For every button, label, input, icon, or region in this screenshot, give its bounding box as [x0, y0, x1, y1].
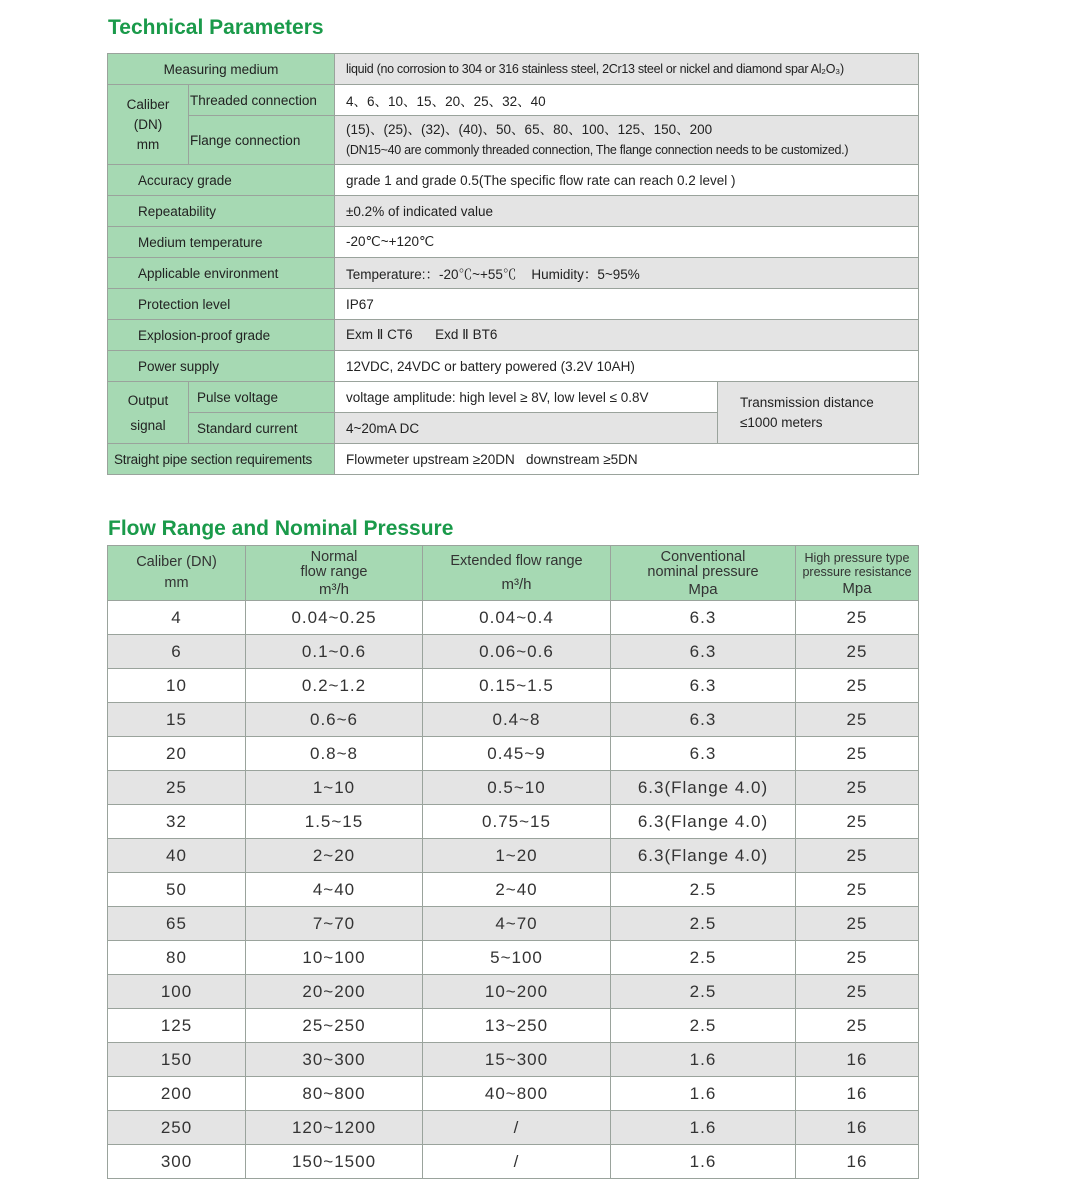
- cell-caliber: 80: [108, 941, 246, 975]
- cell-caliber: 15: [108, 703, 246, 737]
- header-normal-flow: Normal flow range m³/h: [246, 546, 423, 601]
- label-threaded-connection: Threaded connection: [189, 85, 335, 116]
- value-straight-pipe: Flowmeter upstream ≥20DN downstream ≥5DN: [335, 444, 919, 475]
- cell-caliber: 40: [108, 839, 246, 873]
- cell-conventional-pressure: 2.5: [611, 975, 796, 1009]
- technical-parameters-title: Technical Parameters: [108, 16, 324, 39]
- cell-high-pressure: 16: [796, 1043, 919, 1077]
- cell-extended-flow: /: [423, 1145, 611, 1179]
- cell-normal-flow: 1.5~15: [246, 805, 423, 839]
- cell-high-pressure: 16: [796, 1145, 919, 1179]
- cell-high-pressure: 25: [796, 669, 919, 703]
- label-applicable-environment: Applicable environment: [108, 258, 335, 289]
- header-conventional-pressure: Conventional nominal pressure Mpa: [611, 546, 796, 601]
- cell-caliber: 6: [108, 635, 246, 669]
- value-power-supply: 12VDC, 24VDC or battery powered (3.2V 10AH): [335, 351, 919, 382]
- cell-caliber: 50: [108, 873, 246, 907]
- value-pulse-voltage: voltage amplitude: high level ≥ 8V, low level ≤ 0.8V: [335, 382, 718, 413]
- cell-conventional-pressure: 6.3(Flange 4.0): [611, 805, 796, 839]
- cell-normal-flow: 0.1~0.6: [246, 635, 423, 669]
- cell-extended-flow: 0.75~15: [423, 805, 611, 839]
- cell-high-pressure: 25: [796, 703, 919, 737]
- cell-normal-flow: 20~200: [246, 975, 423, 1009]
- table-row: [108, 1043, 919, 1077]
- table-row: [108, 839, 919, 873]
- cell-conventional-pressure: 1.6: [611, 1043, 796, 1077]
- cell-high-pressure: 25: [796, 839, 919, 873]
- cell-conventional-pressure: 6.3(Flange 4.0): [611, 771, 796, 805]
- flange-sizes: (15)、(25)、(32)、(40)、50、65、80、100、125、150、200: [346, 122, 713, 137]
- cell-normal-flow: 150~1500: [246, 1145, 423, 1179]
- cell-extended-flow: 0.04~0.4: [423, 601, 611, 635]
- value-measuring-medium: liquid (no corrosion to 304 or 316 stainless steel, 2Cr13 steel or nickel and diamond spar Al₂O₃): [335, 54, 919, 85]
- cell-normal-flow: 0.04~0.25: [246, 601, 423, 635]
- table-row: [108, 805, 919, 839]
- value-medium-temperature: -20℃~+120℃: [335, 227, 919, 258]
- cell-conventional-pressure: 6.3: [611, 601, 796, 635]
- cell-normal-flow: 30~300: [246, 1043, 423, 1077]
- cell-caliber: 200: [108, 1077, 246, 1111]
- cell-normal-flow: 80~800: [246, 1077, 423, 1111]
- value-accuracy-grade: grade 1 and grade 0.5(The specific flow rate can reach 0.2 level ): [335, 165, 919, 196]
- label-output-signal: Output signal: [108, 382, 189, 444]
- cell-high-pressure: 25: [796, 737, 919, 771]
- cell-normal-flow: 0.2~1.2: [246, 669, 423, 703]
- table-row: [108, 771, 919, 805]
- cell-normal-flow: 25~250: [246, 1009, 423, 1043]
- cell-caliber: 150: [108, 1043, 246, 1077]
- cell-conventional-pressure: 2.5: [611, 941, 796, 975]
- cell-extended-flow: 13~250: [423, 1009, 611, 1043]
- header-high-pressure: High pressure type pressure resistance Mpa: [796, 546, 919, 601]
- label-medium-temperature: Medium temperature: [108, 227, 335, 258]
- table-row: [108, 1111, 919, 1145]
- value-repeatability: ±0.2% of indicated value: [335, 196, 919, 227]
- cell-caliber: 32: [108, 805, 246, 839]
- cell-high-pressure: 16: [796, 1077, 919, 1111]
- cell-extended-flow: 40~800: [423, 1077, 611, 1111]
- value-standard-current: 4~20mA DC: [335, 413, 718, 444]
- cell-high-pressure: 25: [796, 601, 919, 635]
- cell-normal-flow: 7~70: [246, 907, 423, 941]
- cell-conventional-pressure: 1.6: [611, 1145, 796, 1179]
- cell-caliber: 65: [108, 907, 246, 941]
- cell-high-pressure: 25: [796, 873, 919, 907]
- table-row: [108, 737, 919, 771]
- cell-extended-flow: 0.06~0.6: [423, 635, 611, 669]
- cell-normal-flow: 120~1200: [246, 1111, 423, 1145]
- flow-range-table: [107, 545, 919, 1179]
- cell-high-pressure: 25: [796, 975, 919, 1009]
- flange-note: (DN15~40 are commonly threaded connection, The flange connection needs to be customized.): [346, 143, 849, 157]
- label-explosion-proof-grade: Explosion-proof grade: [108, 320, 335, 351]
- cell-high-pressure: 25: [796, 805, 919, 839]
- cell-conventional-pressure: 6.3: [611, 703, 796, 737]
- cell-extended-flow: 0.5~10: [423, 771, 611, 805]
- cell-conventional-pressure: 6.3: [611, 669, 796, 703]
- cell-conventional-pressure: 2.5: [611, 873, 796, 907]
- value-applicable-environment: Temperature:：-20℃~+55℃ Humidity：5~95%: [335, 258, 919, 289]
- value-transmission-distance: Transmission distance ≤1000 meters: [718, 382, 919, 444]
- cell-caliber: 10: [108, 669, 246, 703]
- label-power-supply: Power supply: [108, 351, 335, 382]
- cell-caliber: 300: [108, 1145, 246, 1179]
- cell-normal-flow: 0.6~6: [246, 703, 423, 737]
- cell-caliber: 250: [108, 1111, 246, 1145]
- label-repeatability: Repeatability: [108, 196, 335, 227]
- table-row: [108, 975, 919, 1009]
- cell-extended-flow: 0.15~1.5: [423, 669, 611, 703]
- label-pulse-voltage: Pulse voltage: [189, 382, 335, 413]
- value-flange-connection: [335, 116, 919, 165]
- cell-normal-flow: 0.8~8: [246, 737, 423, 771]
- value-threaded-connection: 4、6、10、15、20、25、32、40: [335, 85, 919, 116]
- cell-extended-flow: /: [423, 1111, 611, 1145]
- header-caliber: Caliber (DN) mm: [108, 546, 246, 601]
- table-row: [108, 635, 919, 669]
- cell-normal-flow: 1~10: [246, 771, 423, 805]
- cell-conventional-pressure: 2.5: [611, 907, 796, 941]
- cell-conventional-pressure: 1.6: [611, 1077, 796, 1111]
- cell-conventional-pressure: 2.5: [611, 1009, 796, 1043]
- cell-extended-flow: 0.4~8: [423, 703, 611, 737]
- cell-normal-flow: 2~20: [246, 839, 423, 873]
- label-caliber: Caliber (DN) mm: [108, 85, 189, 165]
- header-extended-flow: Extended flow range m³/h: [423, 546, 611, 601]
- cell-extended-flow: 15~300: [423, 1043, 611, 1077]
- label-accuracy-grade: Accuracy grade: [108, 165, 335, 196]
- table-row: [108, 1145, 919, 1179]
- table-row: [108, 669, 919, 703]
- cell-normal-flow: 4~40: [246, 873, 423, 907]
- cell-extended-flow: 0.45~9: [423, 737, 611, 771]
- label-straight-pipe: Straight pipe section requirements: [108, 444, 335, 475]
- cell-high-pressure: 25: [796, 1009, 919, 1043]
- table-row: [108, 1077, 919, 1111]
- cell-high-pressure: 25: [796, 771, 919, 805]
- cell-caliber: 4: [108, 601, 246, 635]
- cell-extended-flow: 1~20: [423, 839, 611, 873]
- cell-high-pressure: 25: [796, 635, 919, 669]
- label-protection-level: Protection level: [108, 289, 335, 320]
- flow-range-body: [108, 601, 919, 1179]
- cell-caliber: 125: [108, 1009, 246, 1043]
- technical-parameters-table: [107, 53, 919, 475]
- cell-caliber: 25: [108, 771, 246, 805]
- cell-caliber: 100: [108, 975, 246, 1009]
- cell-high-pressure: 25: [796, 907, 919, 941]
- label-measuring-medium: Measuring medium: [108, 54, 335, 85]
- cell-conventional-pressure: 6.3(Flange 4.0): [611, 839, 796, 873]
- flow-range-title: Flow Range and Nominal Pressure: [108, 517, 454, 540]
- cell-caliber: 20: [108, 737, 246, 771]
- value-explosion-proof-grade: Exm Ⅱ CT6 Exd Ⅱ BT6: [335, 320, 919, 351]
- cell-conventional-pressure: 6.3: [611, 635, 796, 669]
- cell-extended-flow: 5~100: [423, 941, 611, 975]
- value-protection-level: IP67: [335, 289, 919, 320]
- cell-normal-flow: 10~100: [246, 941, 423, 975]
- cell-extended-flow: 10~200: [423, 975, 611, 1009]
- label-flange-connection: Flange connection: [189, 116, 335, 165]
- cell-extended-flow: 2~40: [423, 873, 611, 907]
- cell-conventional-pressure: 6.3: [611, 737, 796, 771]
- cell-extended-flow: 4~70: [423, 907, 611, 941]
- table-row: [108, 703, 919, 737]
- table-row: [108, 907, 919, 941]
- table-row: [108, 1009, 919, 1043]
- cell-high-pressure: 25: [796, 941, 919, 975]
- cell-conventional-pressure: 1.6: [611, 1111, 796, 1145]
- table-row: [108, 941, 919, 975]
- cell-high-pressure: 16: [796, 1111, 919, 1145]
- label-standard-current: Standard current: [189, 413, 335, 444]
- table-row: [108, 873, 919, 907]
- table-row: [108, 601, 919, 635]
